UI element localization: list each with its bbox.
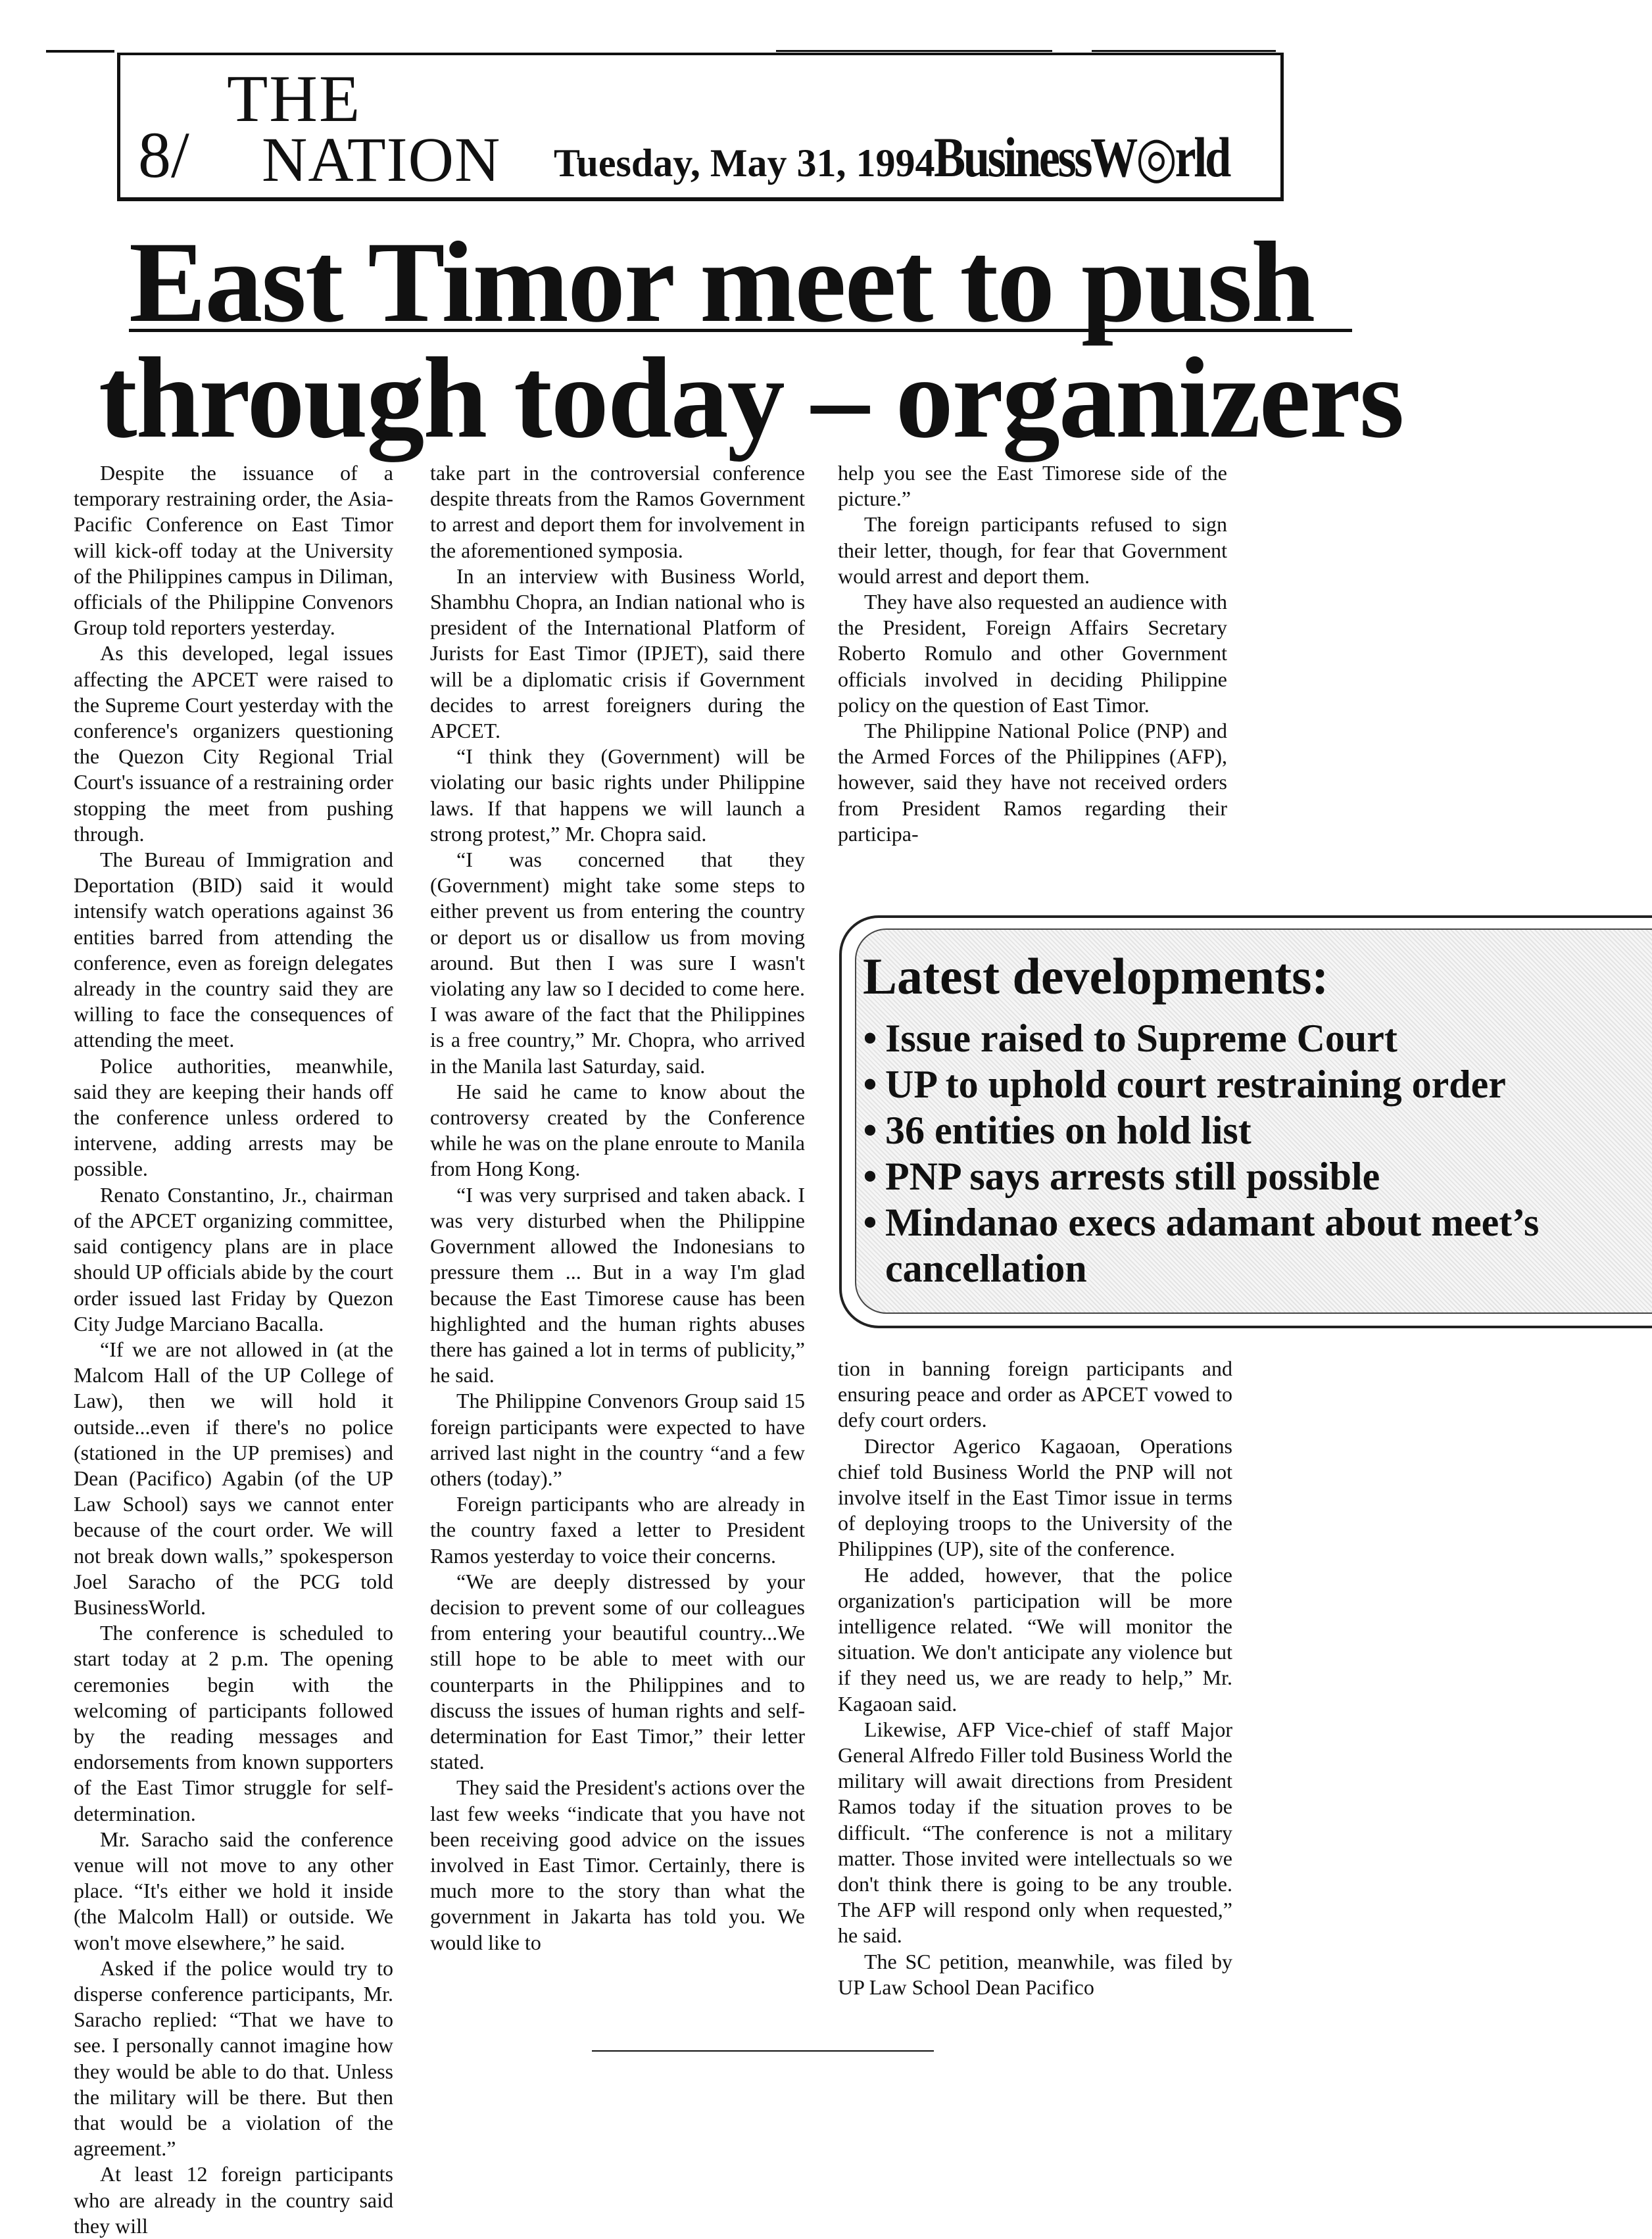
scan-mark: [592, 2050, 934, 2052]
paragraph: Despite the issuance of a temporary restraining order, the Asia-Pacific Conference on East Timor will kick-off today at the University of the Philippines campus in Diliman, officials of the Philippine Convenors Group told reporters yesterday.: [74, 461, 393, 640]
paragraph: The Philippine Convenors Group said 15 foreign participants were expected to have arrived last night in the country “and a few others (today).”: [430, 1389, 805, 1490]
paragraph: “I think they (Government) will be violating our basic rights under Philippine laws. If that happens we will launch a strong protest,” Mr. Chopra said.: [430, 744, 805, 846]
publication-logo: BusinessW◎rld: [934, 126, 1229, 189]
list-item-text: cancellation: [885, 1247, 1087, 1290]
headline-line-2: through today – organizers: [99, 334, 1403, 462]
section-name: NATION: [262, 124, 501, 195]
list-item-text: 36 entities on hold list: [885, 1109, 1251, 1152]
paragraph: They have also requested an audience with the President, Foreign Affairs Secretary Roberto Romulo and other Government officials involved in deciding Philippine policy on the question of East Timor.: [838, 590, 1227, 717]
scan-mark: [776, 50, 1052, 52]
paragraph: Director Agerico Kagaoan, Operations chief told Business World the PNP will not involve itself in the East Timor issue in terms of deploying troops to the University of the Philippines (UP), site of the conference.: [838, 1433, 1232, 1561]
paragraph: The Bureau of Immigration and Deportation (BID) said it would intensify watch operations against 36 entities barred from attending the conference, even as foreign delegates already in the country said they are willing to face the consequences of attending the meet.: [74, 848, 393, 1052]
paragraph: The conference is scheduled to start today at 2 p.m. The opening ceremonies begin with the welcoming of participants followed by the reading messages and endorsements from known supporters of the East Timor struggle for self-determination.: [74, 1621, 393, 1825]
article-column-2: [430, 460, 805, 1956]
paragraph: Likewise, AFP Vice-chief of staff Major General Alfredo Filler told Business World the military will await directions from President Ramos today if the situation proves to be difficult. “The conference is not a military matter. Those invited were intellectuals so we don't think there is going to be any trouble. The AFP will respond only when requested,” he said.: [838, 1717, 1232, 1948]
bullet-icon: •: [863, 1109, 877, 1152]
paragraph: He added, however, that the police organization's participation will be more intelligence related. “We will monitor the situation. We don't anticipate any violence but if they need us, we are ready to help,” Mr. Kagaoan said.: [838, 1562, 1232, 1716]
list-item-text: PNP says arrests still possible: [885, 1155, 1380, 1198]
paragraph: As this developed, legal issues affecting the APCET were raised to the Supreme Court yesterday with the conference's organizers questioning the Quezon City Regional Trial Court's issuance of a restraining order stopping the meet from pushing through.: [74, 641, 393, 846]
bullet-icon: [855, 1245, 885, 1291]
scan-mark: [46, 50, 114, 53]
paragraph: At least 12 foreign participants who are already in the country said they will: [74, 2162, 393, 2238]
page-number: 8/: [138, 118, 189, 191]
section-the: THE: [227, 62, 362, 136]
paragraph: Foreign participants who are already in the country faxed a letter to President Ramos yesterday to voice their concerns.: [430, 1492, 805, 1568]
bullet-icon: •: [863, 1155, 877, 1198]
list-item-text: Issue raised to Supreme Court: [885, 1017, 1397, 1060]
article-column-3-top: [838, 460, 1227, 847]
paragraph: Mr. Saracho said the conference venue will not move to any other place. “It's either we hold it inside (the Malcolm Hall) or outside. We won't move elsewhere,” he said.: [74, 1827, 393, 1954]
list-item: [855, 1199, 1652, 1245]
list-item: [855, 1107, 1652, 1153]
list-item-text: Mindanao execs adamant about meet’s: [885, 1201, 1540, 1244]
paragraph: “I was concerned that they (Government) might take some steps to either prevent us from entering the country or deport us or disallow us from moving around. But then I was sure I wasn't violating any law so I decided to come here. I was aware of the fact that the Philippines is a free country,” Mr. Chopra, who arrived in the Manila last Saturday, said.: [430, 848, 805, 1078]
paragraph: “If we are not allowed in (at the Malcom Hall of the UP College of Law), then we will hold it outside...even if there's no police (stationed in the UP premises) and Dean (Pacifico) Agabin (of the UP Law School) says we cannot enter because of the court order. We will not break down walls,” spokesperson Joel Saracho of the PCG told BusinessWorld.: [74, 1337, 393, 1619]
list-item: [855, 1061, 1652, 1107]
bullet-icon: •: [863, 1201, 877, 1244]
paragraph: take part in the controversial conference despite threats from the Ramos Government to arrest and deport them for involvement in the aforementioned symposia.: [430, 461, 805, 562]
paragraph: He said he came to know about the controversy created by the Conference while he was on the plane enroute to Manila from Hong Kong.: [430, 1079, 805, 1181]
paragraph: The SC petition, meanwhile, was filed by UP Law School Dean Pacifico: [838, 1949, 1232, 1999]
paragraph: “We are deeply distressed by your decision to prevent some of our colleagues from entering your beautiful country...We still hope to be able to meet with our counterparts in the Philippines and to discuss the issues of human rights and self-determination for East Timor,” their letter stated.: [430, 1569, 805, 1774]
paragraph: Renato Constantino, Jr., chairman of the APCET organizing committee, said contigency plans are in place should UP officials abide by the court order issued last Friday by Quezon City Judge Marciano Bacalla.: [74, 1182, 393, 1336]
scan-mark: [1092, 50, 1276, 52]
list-item: [855, 1245, 1652, 1291]
article-column-3-bottom: [838, 1356, 1232, 2000]
bullet-icon: •: [863, 1017, 877, 1060]
paragraph: tion in banning foreign participants and ensuring peace and order as APCET vowed to defy court orders.: [838, 1357, 1232, 1432]
paragraph: The Philippine National Police (PNP) and the Armed Forces of the Philippines (AFP), however, said they have not received orders from President Ramos regarding their participa-: [838, 719, 1227, 846]
headline-line-1: East Timor meet to push: [129, 218, 1315, 347]
issue-date: Tuesday, May 31, 1994: [554, 141, 935, 185]
paragraph: In an interview with Business World, Shambhu Chopra, an Indian national who is president of the International Platform of Jurists for East Timor (IPJET), said there will be a diplomatic crisis if Government decides to arrest foreigners during the APCET.: [430, 564, 805, 743]
paragraph: They said the President's actions over the last few weeks “indicate that you have not been receiving good advice on the issues involved in East Timor. Certainly, there is much more to the story than what the government in Jakarta has told you. We would like to: [430, 1775, 805, 1954]
sidebar-title: Latest developments:: [863, 948, 1329, 1005]
paragraph: The foreign participants refused to sign their letter, though, for fear that Government would arrest and deport them.: [838, 512, 1227, 588]
list-item-text: UP to uphold court restraining order: [885, 1063, 1506, 1106]
bullet-icon: •: [863, 1063, 877, 1106]
paragraph: “I was very surprised and taken aback. I was very disturbed when the Philippine Government allowed the Indonesians to pressure them ... But in a way I'm glad because the East Timorese cause has been highlighted and the human rights abuses there has gained a lot in terms of publicity,” he said.: [430, 1182, 805, 1387]
article-column-1: [74, 460, 393, 2239]
paragraph: help you see the East Timorese side of the picture.”: [838, 461, 1227, 511]
paragraph: Asked if the police would try to disperse conference participants, Mr. Saracho replied: “That we have to see. I personally cannot imagine how they would be able to do that. Unless the military will be there. But then that would be a violation of the agreement.”: [74, 1956, 393, 2161]
paragraph: Police authorities, meanwhile, said they are keeping their hands off the conference unless ordered to intervene, adding arrests may be possible.: [74, 1053, 393, 1181]
list-item: [855, 1015, 1652, 1061]
sidebar-list: [855, 1015, 1652, 1291]
list-item: [855, 1153, 1652, 1199]
